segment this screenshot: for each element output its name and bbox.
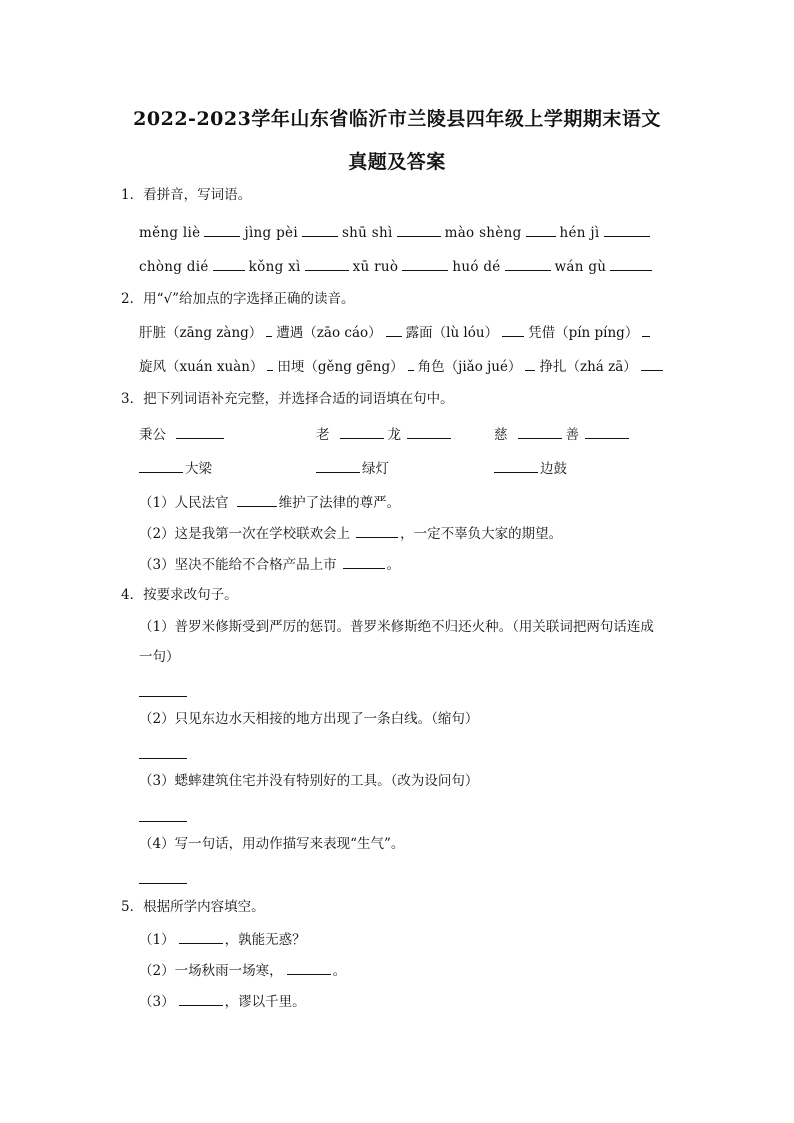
q5-blank[interactable]	[179, 929, 223, 944]
q4-sentence-3: （3）蟋蟀建筑住宅并没有特别好的工具。（改为设问句）	[139, 773, 479, 789]
q1-pinyin: kǒng xì	[248, 259, 301, 275]
q2-blank[interactable]	[386, 322, 402, 337]
q3-blank[interactable]	[585, 424, 629, 439]
q3-sentence-text: （3）坚决不能给不合格产品上市	[139, 557, 337, 573]
q3-sentence-text: ，一定不辜负大家的期望。	[400, 526, 563, 542]
q2-option: 露面（lù lóu）	[405, 325, 499, 341]
q5-blank[interactable]	[287, 960, 331, 975]
question-3-label: 3．把下列词语补充完整，并选择合适的词语填在句中。	[121, 391, 454, 407]
q3-word-4	[139, 458, 212, 478]
q3-sentence-2	[139, 523, 562, 543]
q3-blank[interactable]	[340, 424, 384, 439]
q3-word-5	[316, 458, 389, 478]
q1-pinyin: měng liè	[139, 225, 201, 241]
q1-pinyin: xū ruò	[352, 259, 399, 275]
q1-blank[interactable]	[302, 222, 338, 237]
q2-option: 旋风（xuán xuàn）	[139, 359, 264, 375]
question-4-label: 4．按要求改句子。	[121, 587, 238, 603]
q2-blank[interactable]	[502, 322, 524, 337]
document-title-line2: 真题及答案	[348, 151, 446, 173]
q1-blank[interactable]	[397, 222, 441, 237]
q3-word-text: 老	[316, 427, 330, 443]
q5-sentence-text: ，孰能无惑？	[224, 932, 306, 948]
q2-row-2	[139, 356, 667, 376]
q2-blank[interactable]	[525, 356, 535, 371]
q3-word-text: 龙	[387, 427, 401, 443]
q2-option: 凭借（pín píng）	[528, 325, 639, 341]
q3-blank[interactable]	[139, 458, 183, 473]
q1-blank[interactable]	[526, 222, 556, 237]
q3-blank[interactable]	[494, 458, 538, 473]
q1-row-1	[139, 222, 654, 242]
q2-blank[interactable]	[266, 322, 272, 337]
q3-sentence-3	[139, 554, 400, 574]
q3-sentence-text: 维护了法律的尊严。	[278, 495, 401, 511]
q1-pinyin: huó dé	[452, 259, 501, 275]
q3-word-3	[494, 424, 633, 444]
q3-blank[interactable]	[407, 424, 451, 439]
q5-sentence-text: （2）一场秋雨一场寒，	[139, 963, 283, 979]
q1-blank[interactable]	[213, 256, 245, 271]
q5-sentence-text: ，谬以千里。	[224, 994, 306, 1010]
q5-sentence-text: （3）	[139, 994, 175, 1010]
q5-sentence-2	[139, 960, 346, 980]
q1-blank[interactable]	[604, 222, 650, 237]
q3-blank[interactable]	[237, 492, 277, 507]
q3-word-text: 秉公	[139, 427, 166, 443]
q2-option: 遭遇（zāo cáo）	[276, 325, 382, 341]
q5-blank[interactable]	[179, 991, 223, 1006]
q3-sentence-text: （1）人民法官	[139, 495, 229, 511]
q4-answer-line-3[interactable]	[139, 820, 187, 822]
q1-pinyin: jìng pèi	[244, 225, 298, 241]
q3-word-text: 边鼓	[540, 461, 567, 477]
q4-sentence-4: （4）写一句话，用动作描写来表现“生气”。	[139, 836, 405, 852]
q4-answer-line-1[interactable]	[139, 695, 187, 697]
q3-blank[interactable]	[176, 424, 224, 439]
q2-row-1	[139, 322, 654, 342]
q3-word-text: 绿灯	[362, 461, 389, 477]
q4-sentence-1-line-2: 一句）	[139, 649, 180, 665]
q1-blank[interactable]	[610, 256, 652, 271]
q2-option: 角色（jiǎo jué）	[417, 359, 522, 375]
question-5-label: 5．根据所学内容填空。	[121, 899, 265, 915]
q1-blank[interactable]	[505, 256, 551, 271]
q3-sentence-1	[139, 492, 400, 512]
q3-blank[interactable]	[343, 554, 385, 569]
q2-option: 田埂（gěng gēng）	[277, 359, 404, 375]
question-1-label: 1．看拼音，写词语。	[121, 187, 252, 203]
q2-blank[interactable]	[267, 356, 273, 371]
q3-word-text: 大梁	[185, 461, 212, 477]
q3-word-1	[139, 424, 228, 444]
q3-sentence-text: （2）这是我第一次在学校联欢会上	[139, 526, 351, 542]
question-2-label: 2．用“√”给加点的字选择正确的读音。	[121, 291, 355, 307]
q1-pinyin: hén jì	[559, 225, 600, 241]
q1-blank[interactable]	[305, 256, 349, 271]
q3-word-text: 善	[565, 427, 579, 443]
q1-blank[interactable]	[204, 222, 240, 237]
document-title-line1: 2022-2023学年山东省临沂市兰陵县四年级上学期期末语文	[133, 108, 661, 130]
q5-sentence-3	[139, 991, 306, 1011]
q3-blank[interactable]	[518, 424, 562, 439]
q5-sentence-1	[139, 929, 306, 949]
q4-sentence-1-line-1: （1）普罗米修斯受到严厉的惩罚。普罗米修斯绝不归还火种。（用关联词把两句话连成	[139, 619, 654, 635]
q3-word-text: 慈	[494, 427, 508, 443]
q1-pinyin: mào shèng	[444, 225, 522, 241]
q4-sentence-2: （2）只见东边水天相接的地方出现了一条白线。（缩句）	[139, 711, 479, 727]
q5-sentence-text: 。	[332, 963, 347, 979]
q2-option: 挣扎（zhá zā）	[539, 359, 637, 375]
q2-blank[interactable]	[642, 322, 650, 337]
q1-blank[interactable]	[402, 256, 448, 271]
q1-pinyin: chòng dié	[139, 259, 209, 275]
q3-word-2	[316, 424, 455, 444]
q4-answer-line-4[interactable]	[139, 882, 187, 884]
q1-pinyin: shū shì	[341, 225, 393, 241]
q1-row-2	[139, 256, 656, 276]
q2-option: 肝脏（zāng zàng）	[139, 325, 263, 341]
q3-sentence-text: 。	[386, 557, 401, 573]
q2-blank[interactable]	[408, 356, 414, 371]
q4-answer-line-2[interactable]	[139, 757, 187, 759]
q5-sentence-text: （1）	[139, 932, 175, 948]
q1-pinyin: wán gù	[554, 259, 607, 275]
q3-blank[interactable]	[356, 523, 398, 538]
q2-blank[interactable]	[641, 356, 663, 371]
q3-word-6	[494, 458, 567, 478]
q3-blank[interactable]	[316, 458, 360, 473]
